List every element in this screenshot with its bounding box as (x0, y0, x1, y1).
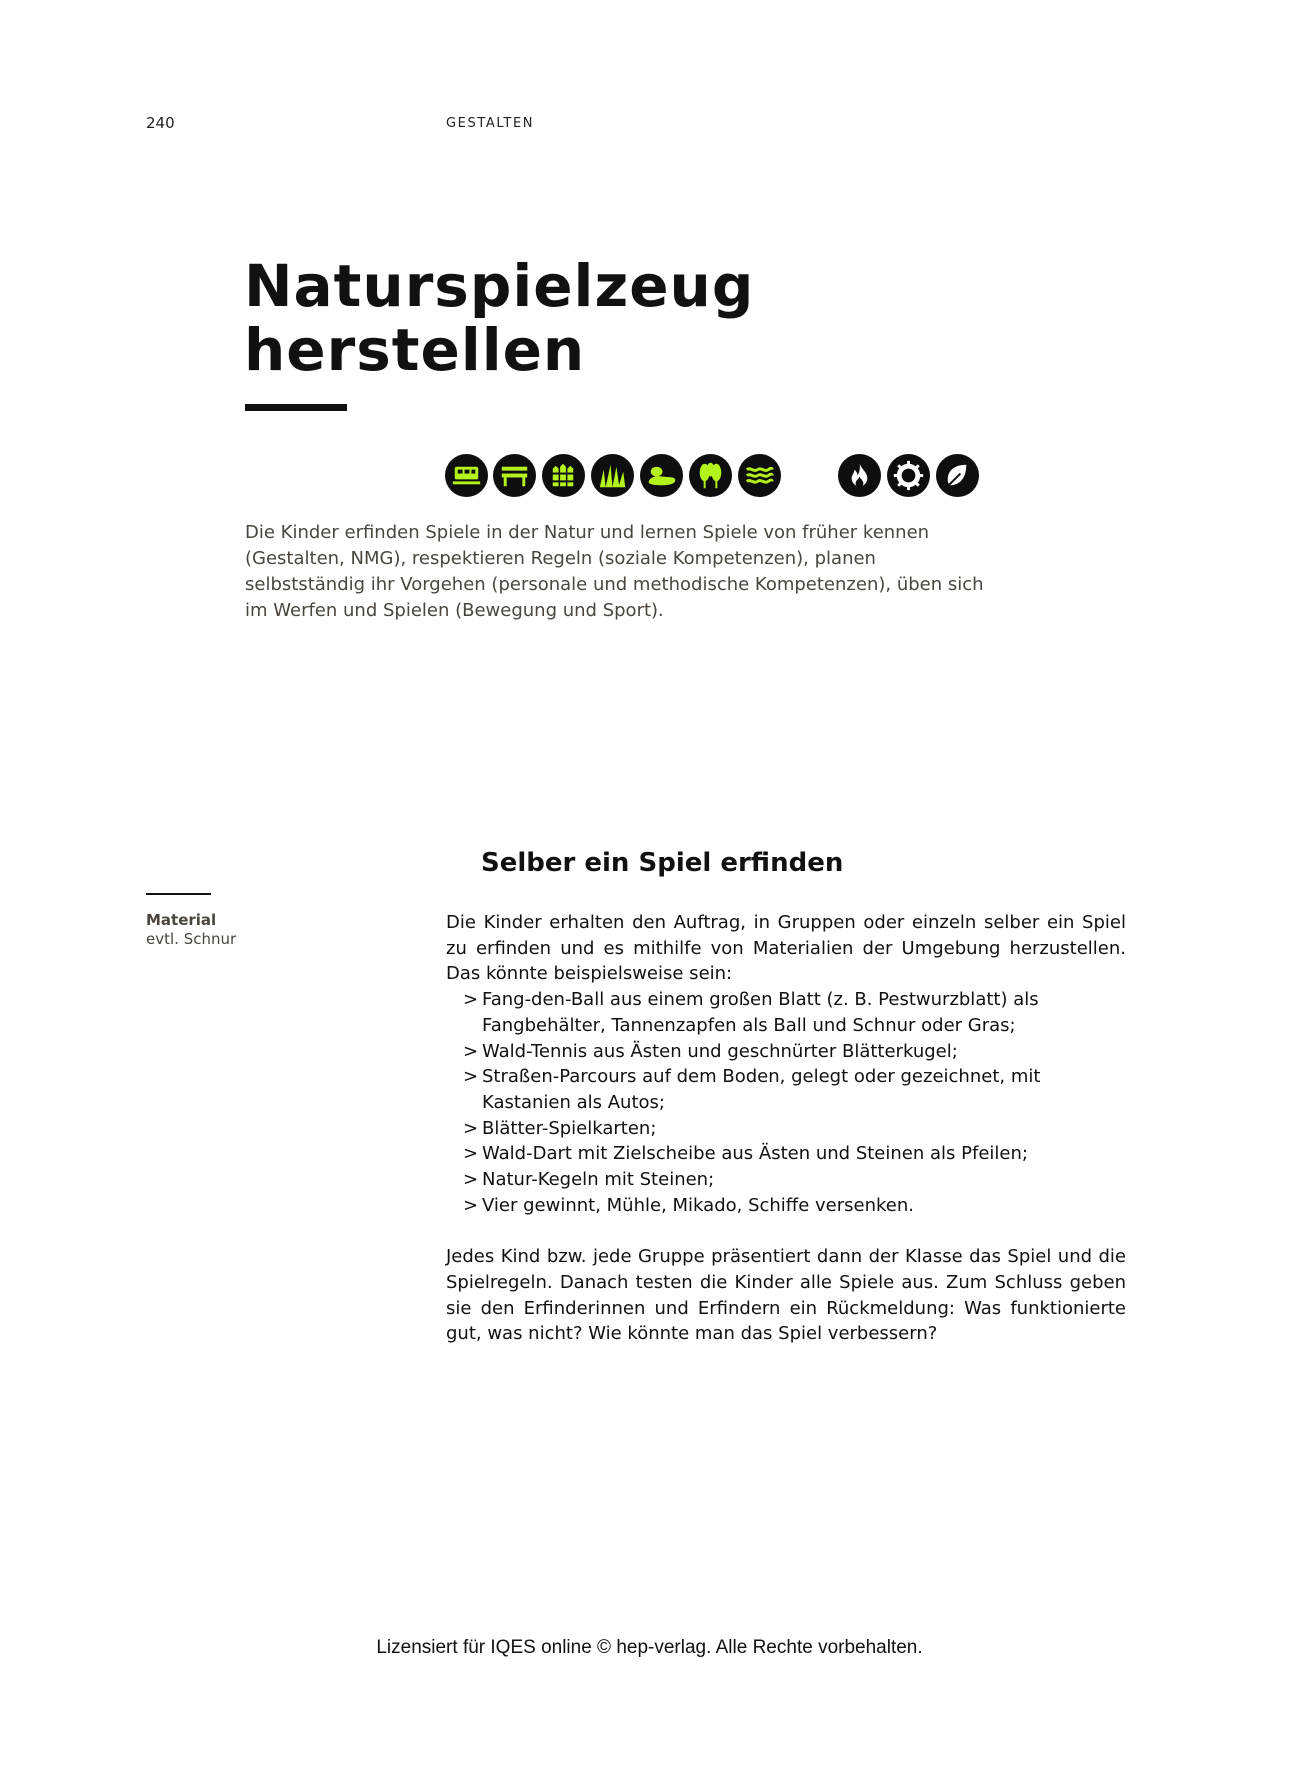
material-label: Material (146, 911, 217, 929)
grass-icon (591, 454, 634, 497)
stone-icon (640, 454, 683, 497)
train-icon (445, 454, 488, 497)
game-list (446, 987, 1126, 1218)
title-line-1: Naturspielzeug (244, 252, 755, 320)
section-body (446, 910, 1126, 1347)
list-item: > Straßen-Parcours auf dem Boden, gelegt oder gezeichnet, mit Kastanien als Autos; (446, 1064, 1126, 1115)
section-heading: Selber ein Spiel erfinden (481, 848, 844, 878)
material-divider (146, 893, 211, 895)
list-item: > Natur-Kegeln mit Steinen; (446, 1167, 1126, 1193)
trees-icon (689, 454, 732, 497)
fire-icon (838, 454, 881, 497)
list-item: > Vier gewinnt, Mühle, Mikado, Schiffe versenken. (446, 1193, 1126, 1219)
fence-icon (542, 454, 585, 497)
material-value: evtl. Schnur (146, 930, 237, 948)
water-icon (738, 454, 781, 497)
list-item: > Wald-Tennis aus Ästen und geschnürter Blätterkugel; (446, 1039, 1126, 1065)
paragraph-2: Jedes Kind bzw. jede Gruppe präsentiert dann der Klasse das Spiel und die Spielregeln. Danach testen die Kinder alle Spiele aus. Zum Schluss geben sie den Erfinderinnen und Erfindern ein Rückmeldung: Was funktionierte gut, was nicht? Wie könnte man das Spiel verbessern? (446, 1246, 1126, 1345)
list-item: > Wald-Dart mit Zielscheibe aus Ästen und Steinen als Pfeilen; (446, 1141, 1126, 1167)
list-item: > Blätter-Spielkarten; (446, 1116, 1126, 1142)
license-footer: Lizensiert für IQES online © hep-verlag. Alle Rechte vorbehalten. (376, 1637, 923, 1658)
paragraph-1: Die Kinder erhalten den Auftrag, in Gruppen oder einzeln selber ein Spiel zu erfinden und es mithilfe von Materialien der Umgebung herzustellen. Das könnte beispielsweise sein: (446, 912, 1126, 985)
page-number: 240 (146, 114, 175, 132)
page-title (244, 254, 754, 382)
sun-icon (887, 454, 930, 497)
title-underline (245, 404, 347, 411)
bench-icon (493, 454, 536, 497)
title-line-2: herstellen (244, 316, 586, 384)
section-label: GESTALTEN (446, 116, 535, 131)
list-item: > Fang-den-Ball aus einem großen Blatt (z. B. Pestwurzblatt) als Fangbehälter, Tannenzapfen als Ball und Schnur oder Gras; (446, 987, 1126, 1038)
intro-text: Die Kinder erfinden Spiele in der Natur und lernen Spiele von früher kennen (Gestalten, NMG), respektieren Regeln (soziale Kompetenzen), planen selbstständig ihr Vorgehen (personale und methodische Kompetenzen), üben sich im Werfen und Spielen (Bewegung und Sport). (245, 522, 984, 621)
leaf-icon (936, 454, 979, 497)
